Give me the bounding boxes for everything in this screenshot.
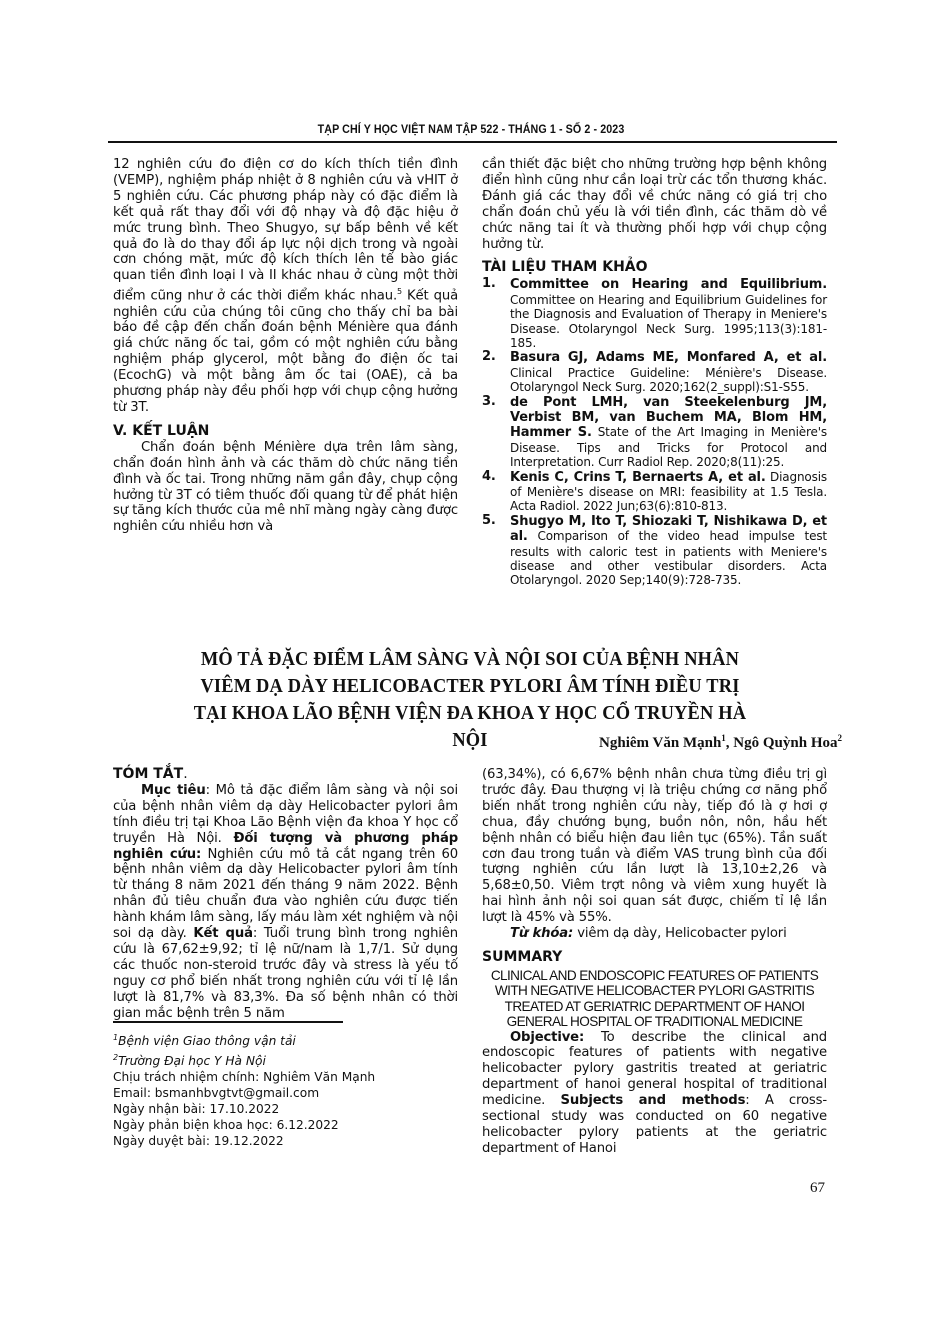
reference-item: 4. Kenis C, Crins T, Bernaerts A, et al. Diagnosis of Menière's disease on MRI: feasibility at 1.5 Tesla. Acta Radiol. 2022 Jun;63(6):810-813. xyxy=(482,468,828,514)
running-header: TẠP CHÍ Y HỌC VIỆT NAM TẬP 522 - THÁNG 1 - SỐ 2 - 2023 xyxy=(317,124,625,136)
discussion-paragraph: 12 nghiên cứu đo điện cơ do kích thích tiền đình (VEMP), nghiệm pháp nhiệt ở 8 nghiên cứu và vHIT ở 5 nghiên cứu. Các phương pháp này có đặc điểm là kết quả rất thay đổi với độ nhạy và độ đặc hiệu ở mức trung bình. Theo Shugyo, sự bấp bênh về kết quả đo là do thay đổi áp lực nội dịch trong và ngoài cơn chóng mặt, mức độ kích thích lên tế bào giác quan tiền đình loại I và II khác nhau ở cùng một thời điểm cũng như ở các thời điểm khác nhau.$^5$ Kết quả nghiên cứu của chúng tôi cũng cho thấy chỉ ba bài báo đề cập đến chẩn đoán bệnh Ménière qua đánh giá chức năng ốc tai, gồm có một nghiên cứu bằng nghiệm pháp glycerol, một bằng đo điện ốc tai (EcochG) và một bằng âm ốc tai (OAE), cả ba phương pháp này đều phối hợp với chụp cộng hưởng từ 3T. xyxy=(113,157,458,415)
conclusion-paragraph: Chẩn đoán bệnh Ménière dựa trên lâm sàng, chẩn đoán hình ảnh và các thăm dò chức năng tiền đình và ốc tai. Trong những năm gần đây, chụp cộng hưởng từ 3T có tiêm thuốc đối quang từ để phát hiện sự tăng kích thước của mê nhĩ màng ngày càng được nghiên cứu nhiều hơn và xyxy=(113,439,458,535)
reference-item: 3. de Pont LMH, van Steekelenburg JM, Verbist BM, van Buchem MA, Blom HM, Hammer S. State of the Art Imaging in Menière's Disease. Tips and Tricks for Protocol and Interpretation. Curr Radiol Rep. 2020;8(11):25. xyxy=(482,393,828,470)
previous-article-left-column xyxy=(113,157,458,535)
abstract-body: Mục tiêu: Mô tả đặc điểm lâm sàng và nội soi của bệnh nhân viêm dạ dày Helicobacter pylori âm tính điều trị tại Khoa Lão Bệnh viện đa khoa Y học cổ truyền Hà Nội. Đối tượng và phương pháp nghiên cứu: Nghiên cứu mô tả cắt ngang trên 60 bệnh nhân viêm dạ dày Helicobacter pylori âm tính từ tháng 8 năm 2021 đến tháng 9 năm 2022. Bệnh nhân đủ tiêu chuẩn đưa vào nghiên cứu được tiến hành khám lâm sàng, lấy máu làm xét nghiệm và nội soi dạ dày. Kết quả: Tuổi trung bình trong nghiên cứu là 67,62±9,92; tỉ lệ nữ/nam là 1,7/1. Sử dụng các thuốc non-steroid trước đây và stress là yếu tố nguy cơ phổ biến nhất trong nghiên cứu với tỉ lệ lần lượt là 81,7% và 83,3%. Đa số bệnh nhân có thời gian mắc bệnh trên 5 năm xyxy=(113,782,458,1021)
author-name: Nghiêm Văn Mạnh xyxy=(599,735,722,751)
abstract-results-continued: (63,34%), có 6,67% bệnh nhân chưa từng điều trị gì trước đây. Đau thượng vị là triệu chứng cơ năng phổ biến nhất trong nghiên cứu này, tiếp đó là ợ hơi ợ chua, đầy chướng bụng, buồn nôn, nôn, hầu hết bệnh nhân có biểu hiện đau liên tục (65%). Tần suất cơn đau trong tuần và điểm VAS trung bình của đối tượng nghiên cứu lần lượt là 13,10±2,26 và 5,68±0,50. Viêm trợt nông và viêm xung huyết là hai hình ảnh nội soi quan sát được, chiếm tỉ lệ lần lượt là 45% và 55%. xyxy=(482,767,827,926)
references-heading: TÀI LIỆU THAM KHẢO xyxy=(482,259,648,276)
accepted-date: Ngày duyệt bài: 19.12.2022 xyxy=(113,1133,284,1148)
reference-item: 1. Committee on Hearing and Equilibrium. Committee on Hearing and Equilibrium Guidelines for the Diagnosis and Evaluation of Therapy in Meniere's Disease. Otolaryngol Neck Surg. 1995;113(3):181-185. xyxy=(482,276,827,350)
email: Email: bsmanhbvgtvt@gmail.com xyxy=(113,1085,320,1100)
review-date: Ngày phản biện khoa học: 6.12.2022 xyxy=(113,1117,339,1132)
conclusion-heading: V. KẾT LUẬN xyxy=(113,422,210,439)
summary-title: CLINICAL AND ENDOSCOPIC FEATURES OF PATIENTS WITH NEGATIVE HELICOBACTER PYLORI GASTRITIS TREATED AT GERIATRIC DEPARTMENT OF HANOI GENERAL HOSPITAL OF TRADITIONAL MEDICINE xyxy=(490,967,819,1030)
summary-heading: SUMMARY xyxy=(482,948,563,965)
received-date: Ngày nhận bài: 17.10.2022 xyxy=(113,1101,280,1116)
affiliation-footnote: $^1$Bệnh viện Giao thông vận tải xyxy=(113,1033,296,1049)
abstract-right-column xyxy=(482,767,827,1157)
affiliation-marker: 2 xyxy=(837,733,842,743)
affiliation-marker: 1 xyxy=(721,733,726,743)
reference-item: 2. Basura GJ, Adams ME, Monfared A, et al. Clinical Practice Guideline: Ménière's Disease. Otolaryngol Neck Surg. 2020;162(2_suppl):S1-S55. xyxy=(482,349,827,395)
author-line: Nghiêm Văn Mạnh$^1$, Ngô Quỳnh Hoa$^2$ xyxy=(599,733,842,751)
reference-list xyxy=(482,277,827,588)
header-rule xyxy=(108,141,837,143)
previous-article-right-column xyxy=(482,157,827,588)
affiliation-footnote: $^2$Trường Đại học Y Hà Nội xyxy=(113,1052,266,1069)
conclusion-continued: cần thiết đặc biệt cho những trường hợp bệnh không điển hình cũng như cần loại trừ các tổn thương khác. Đánh giá các thay đổi về chức năng có giá trị cho chẩn đoán chủ yếu là với tiền đình, các thăm dò về chức năng tai ít và thường phối hợp với chụp cộng hưởng từ. xyxy=(482,157,827,252)
reference-item: 5. Shugyo M, Ito T, Shiozaki T, Nishikawa D, et al. Comparison of the video head impulse test results with caloric test in patients with Meniere's disease and other vestibular disorders. Acta Otolaryngol. 2020 Sep;140(9):728-735. xyxy=(482,512,827,588)
corresponding-author: Chịu trách nhiệm chính: Nghiêm Văn Mạnh xyxy=(113,1069,376,1084)
author-name: Ngô Quỳnh Hoa xyxy=(733,735,838,751)
abstract-vietnamese xyxy=(113,767,458,1022)
footnotes xyxy=(113,1030,458,1149)
article-title: MÔ TẢ ĐẶC ĐIỂM LÂM SÀNG VÀ NỘI SOI CỦA BỆNH NHÂN VIÊM DẠ DÀY HELICOBACTER PYLORI ÂM TÍNH ĐIỀU TRỊ TẠI KHOA LÃO BỆNH VIỆN ĐA KHOA Y HỌC CỔ TRUYỀN HÀ NỘI xyxy=(193,648,747,751)
citation-superscript: 5 xyxy=(397,287,402,297)
summary-body: Objective: To describe the clinical and endoscopic features of patients with negative helicobacter pylory gastritis treated at geriatric department of hanoi general hospital of traditional medicine. Subjects and methods: A cross-sectional study was conducted on 60 negative helicobacter pylory patients at the geriatric department of Hanoi xyxy=(482,1029,827,1156)
abstract-heading: TÓM TẮT. xyxy=(113,766,188,782)
page-number: 67 xyxy=(810,1180,825,1196)
keywords: Từ khóa: viêm dạ dày, Helicobacter pylori xyxy=(510,926,787,942)
footnote-rule xyxy=(113,1021,343,1023)
